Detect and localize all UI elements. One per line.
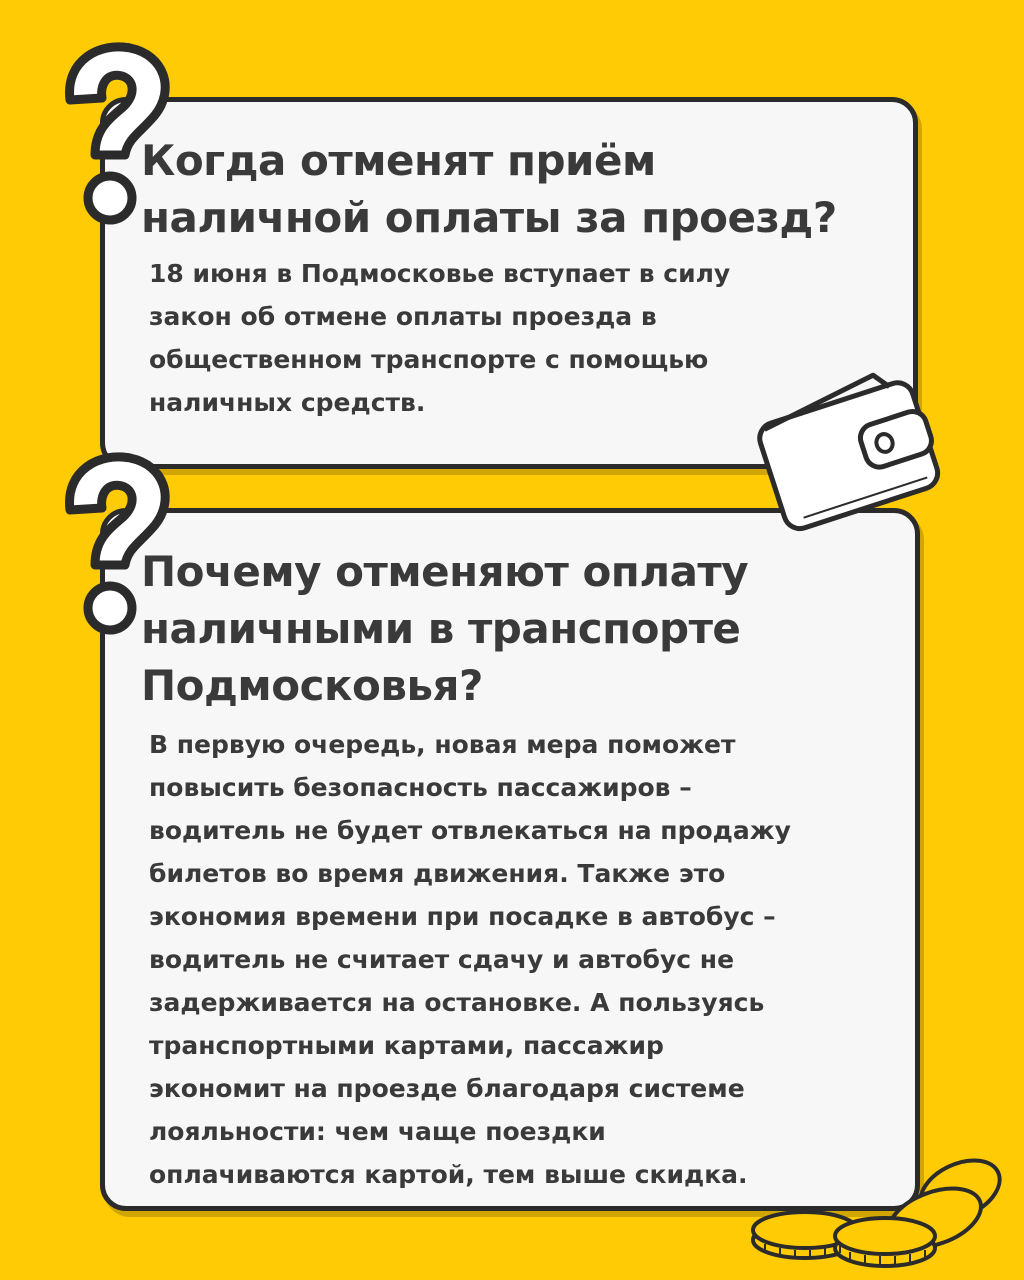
card-1-body: 18 июня в Подмосковье вступает в силу закон об отмене оплаты проезда в общественном транспорте с помощью наличных средств. <box>149 259 731 417</box>
question-mark-icon <box>40 30 180 230</box>
question-card-2 <box>100 508 920 1211</box>
card-2-title: Почему отменяют оплату наличными в транспорте Подмосковья? <box>141 547 749 710</box>
coins-icon <box>745 1148 1015 1278</box>
question-mark-icon <box>40 440 180 640</box>
wallet-icon <box>745 360 955 540</box>
card-2-body: В первую очередь, новая мера поможет повысить безопасность пассажиров – водитель не будет отвлекаться на продажу билетов во время движения. Также это экономия времени при посадке в автобус – водитель не считает сдачу и автобус не задерживается на остановке. А пользуясь транспортными картами, пассажир экономит на проезде благодаря системе лояльности: чем чаще поездки оплачиваются картой, тем выше скидка. <box>149 730 791 1189</box>
card-1-title: Когда отменят приём наличной оплаты за проезд? <box>141 136 837 242</box>
